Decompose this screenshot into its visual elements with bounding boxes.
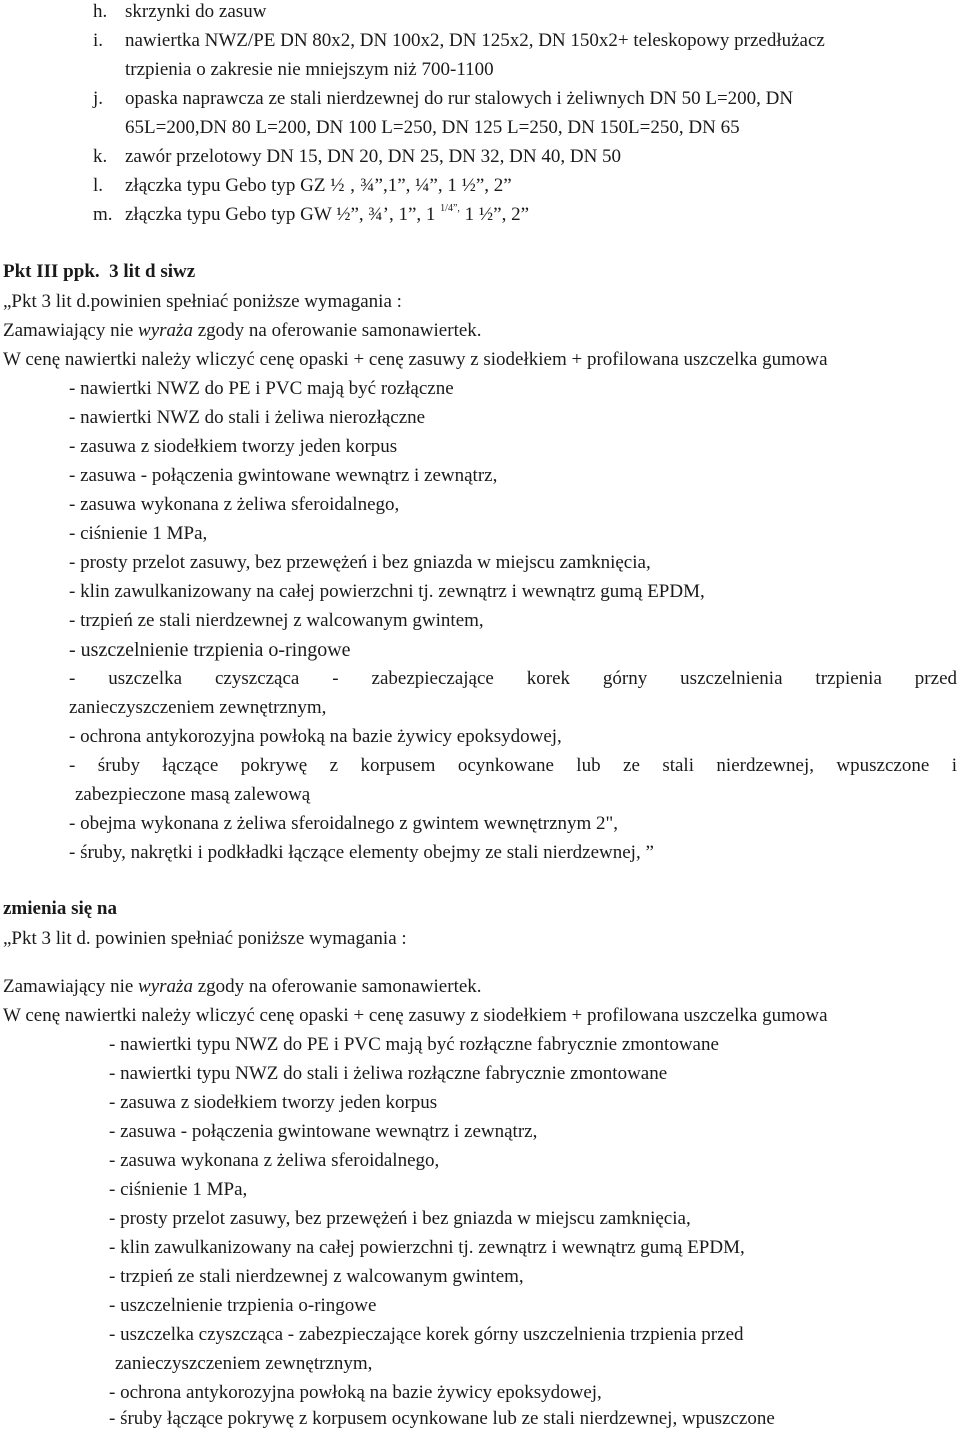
list-item-text: złączka typu Gebo typ GZ ½ ‚ ¾”,1”, ¼”, 1 ½”, 2” [125, 175, 512, 196]
list-item-text: zawór przelotowy DN 15, DN 20, DN 25, DN 32, DN 40, DN 50 [125, 146, 622, 167]
requirement-item: - zasuwa - połączenia gwintowane wewnątrz i zewnątrz, [109, 1121, 538, 1142]
requirement-item: - śruby łączące pokrywę z korpusem ocynkowane lub ze stali nierdzewnej, wpuszczone i [69, 755, 957, 776]
original-price-note: W cenę nawiertki należy wliczyć cenę opaski + cenę zasuwy z siodełkiem + profilowana uszczelka gumowa [3, 349, 828, 370]
change-label: zmienia się na [3, 898, 117, 919]
amended-intro: „Pkt 3 lit d. powinien spełniać poniższe wymagania : [3, 928, 407, 949]
requirement-item: - ciśnienie 1 MPa, [69, 523, 208, 544]
list-item-m [93, 203, 529, 227]
requirement-item: - prosty przelot zasuwy, bez przewężeń i bez gniazda w miejscu zamknięcia, [109, 1208, 691, 1229]
list-item-k [93, 145, 621, 169]
statement-emphasis: wyraża [138, 320, 193, 341]
requirement-continuation: zabezpieczone masą zalewową [75, 784, 311, 805]
requirement-item: - nawiertki NWZ do PE i PVC mają być rozłączne [69, 378, 454, 399]
list-letter: h. [93, 1, 108, 22]
section-heading-part2: 3 lit d siwz [109, 261, 196, 282]
requirement-item: - zasuwa wykonana z żeliwa sferoidalnego, [69, 494, 400, 515]
original-statement [3, 319, 482, 343]
requirement-item: - ciśnienie 1 MPa, [109, 1179, 248, 1200]
section-heading-part1: Pkt III ppk. [3, 261, 100, 282]
requirement-item: - uszczelka czyszcząca - zabezpieczające korek górny uszczelnienia trzpienia przed [109, 1324, 744, 1345]
fraction-superscript: 1/4”, [440, 203, 460, 214]
list-item-text: nawiertka NWZ/PE DN 80x2, DN 100x2, DN 125x2, DN 150x2+ teleskopowy przedłużacz [125, 30, 825, 51]
statement-text-end: zgody na oferowanie samonawiertek. [192, 976, 482, 997]
section-heading [3, 260, 195, 284]
requirement-item: - trzpień ze stali nierdzewnej z walcowanym gwintem, [109, 1266, 524, 1287]
requirement-item: - uszczelnienie trzpienia o-ringowe [109, 1295, 377, 1316]
list-item-l [93, 174, 512, 198]
list-item-text: złączka typu Gebo typ GW ½”, ¾’, 1”, 1 [125, 204, 441, 225]
requirement-item: - zasuwa - połączenia gwintowane wewnątrz i zewnątrz, [69, 465, 498, 486]
amended-statement [3, 975, 482, 999]
list-letter: m. [93, 204, 113, 225]
list-letter: l. [93, 175, 104, 196]
requirement-item: - nawiertki typu NWZ do PE i PVC mają być rozłączne fabrycznie zmontowane [109, 1034, 719, 1055]
list-item-j [93, 87, 793, 111]
list-item-i [93, 29, 825, 53]
requirement-item: - śruby łączące pokrywę z korpusem ocynkowane lub ze stali nierdzewnej, wpuszczone [109, 1408, 775, 1429]
requirement-item: - uszczelka czyszcząca - zabezpieczające korek górny uszczelnienia trzpienia przed [69, 668, 957, 689]
list-letter: k. [93, 146, 108, 167]
list-item-h [93, 0, 266, 24]
original-intro: „Pkt 3 lit d.powinien spełniać poniższe wymagania : [3, 291, 402, 312]
requirement-item: - prosty przelot zasuwy, bez przewężeń i bez gniazda w miejscu zamknięcia, [69, 552, 651, 573]
statement-text: Zamawiający nie [3, 976, 139, 997]
list-letter: i. [93, 30, 104, 51]
requirement-item: - obejma wykonana z żeliwa sferoidalnego z gwintem wewnętrznym 2", [69, 813, 619, 834]
statement-emphasis: wyraża [138, 976, 193, 997]
requirement-item: - uszczelnienie trzpienia o-ringowe [69, 639, 351, 661]
requirement-item: - ochrona antykorozyjna powłoką na bazie żywicy epoksydowej, [69, 726, 562, 747]
requirement-item: - nawiertki NWZ do stali i żeliwa nierozłączne [69, 407, 426, 428]
requirement-item: - zasuwa wykonana z żeliwa sferoidalnego, [109, 1150, 440, 1171]
list-item-continuation: 65L=200,DN 80 L=200, DN 100 L=250, DN 125 L=250, DN 150L=250, DN 65 [125, 117, 740, 138]
requirement-item: - klin zawulkanizowany na całej powierzchni tj. zewnątrz i wewnątrz gumą EPDM, [109, 1237, 745, 1258]
list-item-text: skrzynki do zasuw [125, 1, 267, 22]
requirement-item: - zasuwa z siodełkiem tworzy jeden korpus [69, 436, 398, 457]
amended-price-note: W cenę nawiertki należy wliczyć cenę opaski + cenę zasuwy z siodełkiem + profilowana uszczelka gumowa [3, 1005, 828, 1026]
requirement-item: - trzpień ze stali nierdzewnej z walcowanym gwintem, [69, 610, 484, 631]
requirement-item: - klin zawulkanizowany na całej powierzchni tj. zewnątrz i wewnątrz gumą EPDM, [69, 581, 705, 602]
requirement-item: - zasuwa z siodełkiem tworzy jeden korpus [109, 1092, 438, 1113]
list-item-text: opaska naprawcza ze stali nierdzewnej do rur stalowych i żeliwnych DN 50 L=200, DN [125, 88, 794, 109]
statement-text: Zamawiający nie [3, 320, 139, 341]
list-item-continuation: trzpienia o zakresie nie mniejszym niż 700-1100 [125, 59, 494, 80]
requirement-item: - śruby, nakrętki i podkładki łączące elementy obejmy ze stali nierdzewnej, ” [69, 842, 654, 863]
statement-text-end: zgody na oferowanie samonawiertek. [192, 320, 482, 341]
list-item-text-end: 1 ½”, 2” [459, 204, 530, 225]
requirement-item: - nawiertki typu NWZ do stali i żeliwa rozłączne fabrycznie zmontowane [109, 1063, 668, 1084]
requirement-item: - ochrona antykorozyjna powłoką na bazie żywicy epoksydowej, [109, 1382, 602, 1403]
list-letter: j. [93, 88, 104, 109]
requirement-continuation: zanieczyszczeniem zewnętrznym, [115, 1353, 373, 1374]
requirement-continuation: zanieczyszczeniem zewnętrznym, [69, 697, 327, 718]
